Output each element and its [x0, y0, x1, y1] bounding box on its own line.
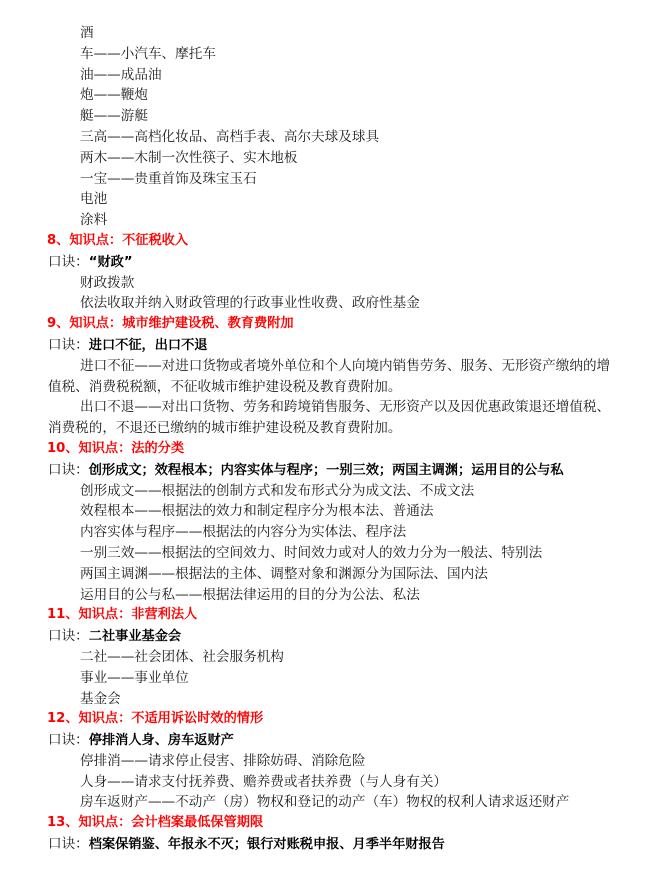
mnemonic-line — [0, 834, 645, 855]
section-heading: 11、知识点：非营利法人 — [47, 607, 198, 623]
list-item: 效程根本——根据法的效力和制定程序分为根本法、普通法 — [80, 503, 434, 520]
list-item: 二社——社会团体、社会服务机构 — [80, 648, 284, 665]
mnemonic-label: 口诀： — [48, 336, 89, 353]
mnemonic-line — [0, 626, 645, 647]
mnemonic-label: 口诀： — [48, 461, 89, 478]
section-heading: 13、知识点：会计档案最低保管期限 — [47, 815, 264, 831]
mnemonic-text: 创形成文；效程根本；内容实体与程序；一别三效；两国主调渊；运用目的公与私 — [88, 462, 564, 478]
list-item: 运用目的公与私——根据法律运用的目的分为公法、私法 — [80, 586, 420, 603]
mnemonic-text: “财政” — [88, 254, 133, 270]
paragraph-line: 出口不退——对出口货物、劳务和跨境销售服务、无形资产以及因优惠政策退还增值税、 — [80, 399, 611, 416]
mnemonic-line — [0, 252, 645, 273]
paragraph-line: 值税、消费税税额，不征收城市维护建设税及教育费附加。 — [48, 378, 402, 395]
list-item: 涂料 — [80, 212, 108, 229]
list-item: 一别三效——根据法的空间效力、时间效力或对人的效力分为一般法、特别法 — [80, 544, 543, 561]
mnemonic-label: 口诀： — [48, 253, 89, 270]
list-item: 依法收取并纳入财政管理的行政事业性收费、政府性基金 — [80, 295, 420, 312]
list-item: 炮——鞭炮 — [80, 87, 148, 104]
list-item: 人身——请求支付抚养费、赡养费或者扶养费（与人身有关） — [80, 773, 448, 790]
list-item: 一宝——贵重首饰及珠宝玉石 — [80, 170, 257, 187]
list-item: 基金会 — [80, 690, 121, 707]
document-page — [0, 23, 645, 855]
mnemonic-label: 口诀： — [48, 732, 89, 749]
section-heading: 9、知识点：城市维护建设税、教育费附加 — [47, 316, 294, 332]
mnemonic-text: 停排消人身、房车返财产 — [88, 733, 234, 749]
mnemonic-text: 档案保销鉴、年报永不灭；银行对账税申报、月季半年财报告 — [88, 837, 445, 853]
section-heading: 8、知识点：不征税收入 — [47, 232, 189, 248]
list-item: 事业——事业单位 — [80, 669, 189, 686]
paragraph-line: 进口不征——对进口货物或者境外单位和个人向境内销售劳务、服务、无形资产缴纳的增 — [80, 357, 611, 374]
mnemonic-line — [0, 460, 645, 481]
mnemonic-text: 二社事业基金会 — [88, 629, 182, 645]
list-item: 三高——高档化妆品、高档手表、高尔夫球及球具 — [80, 128, 380, 145]
list-item: 内容实体与程序——根据法的内容分为实体法、程序法 — [80, 524, 407, 541]
list-item: 财政拨款 — [80, 274, 135, 291]
list-item: 车——小汽车、摩托车 — [80, 45, 216, 62]
paragraph-line: 消费税的，不退还已缴纳的城市维护建设税及教育费附加。 — [48, 420, 402, 437]
mnemonic-label: 口诀： — [48, 836, 89, 853]
list-item: 艇——游艇 — [80, 108, 148, 125]
list-item: 两木——木制一次性筷子、实木地板 — [80, 149, 298, 166]
mnemonic-line — [0, 335, 645, 356]
list-item: 酒 — [80, 25, 94, 41]
section-heading: 12、知识点：不适用诉讼时效的情形 — [47, 711, 264, 727]
list-item: 电池 — [80, 191, 108, 208]
list-item: 油——成品油 — [80, 66, 162, 83]
mnemonic-line — [0, 730, 645, 751]
mnemonic-label: 口诀： — [48, 628, 89, 645]
list-item: 停排消——请求停止侵害、排除妨碍、消除危险 — [80, 752, 366, 769]
section-heading: 10、知识点：法的分类 — [47, 440, 185, 456]
list-item: 创形成文——根据法的创制方式和发布形式分为成文法、不成文法 — [80, 482, 475, 499]
list-item: 两国主调渊——根据法的主体、调整对象和渊源分为国际法、国内法 — [80, 565, 488, 582]
mnemonic-text: 进口不征，出口不退 — [88, 337, 208, 353]
list-item: 房车返财产——不动产（房）物权和登记的动产（车）物权的权利人请求返还财产 — [80, 794, 570, 811]
